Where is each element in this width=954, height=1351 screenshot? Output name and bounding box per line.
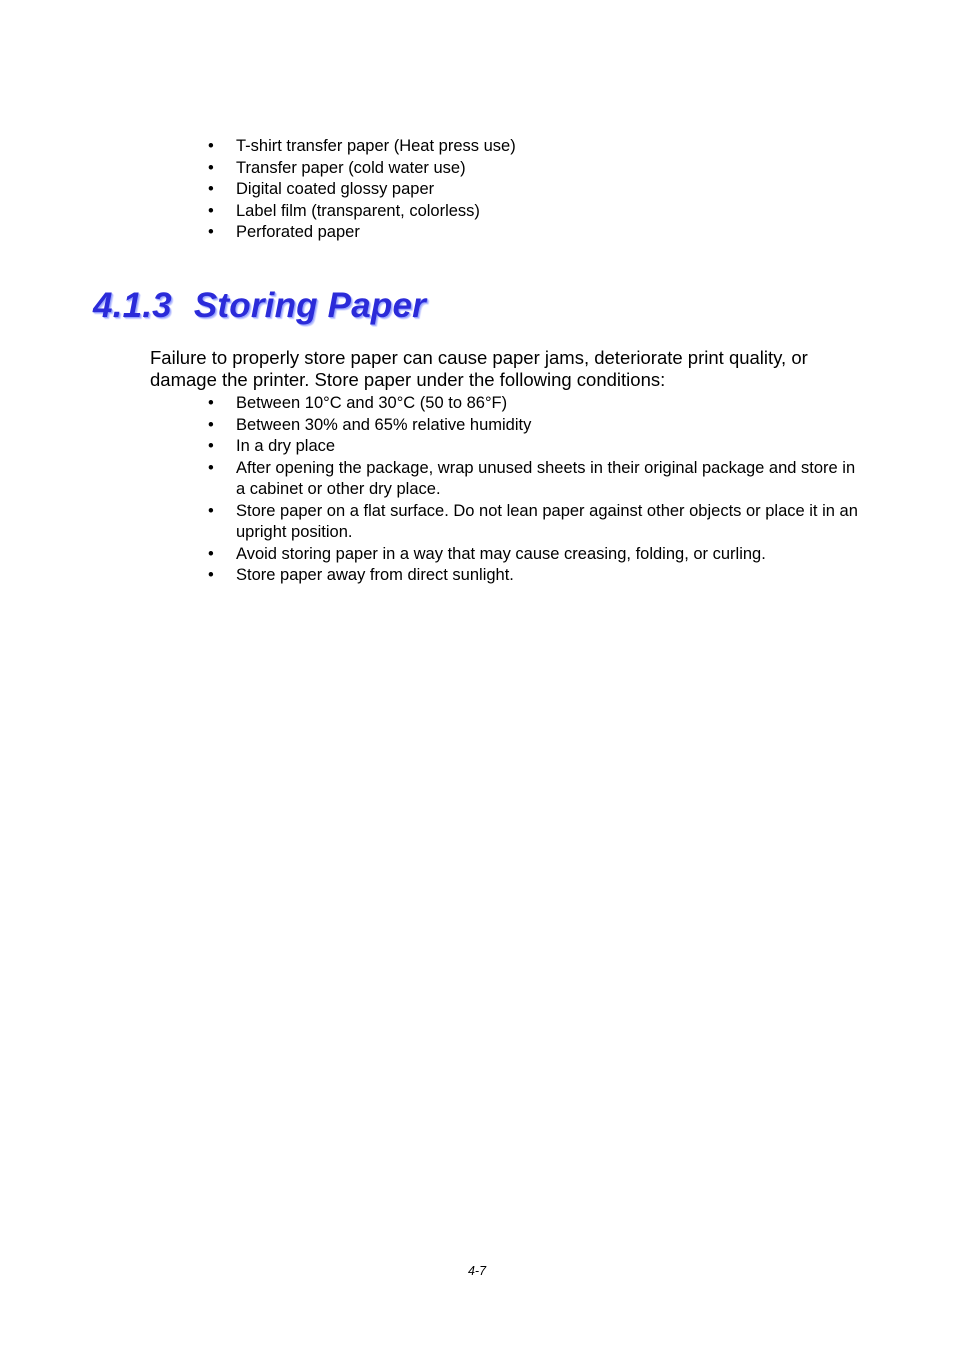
- bullet-icon: •: [208, 458, 214, 477]
- list-item-text: Store paper on a flat surface. Do not lean paper against other objects or place it in an upright position.: [236, 501, 858, 541]
- bullet-icon: •: [208, 437, 214, 455]
- list-item: [208, 179, 848, 201]
- bullet-icon: •: [208, 566, 214, 584]
- list-item-text: Avoid storing paper in a way that may cause creasing, folding, or curling.: [236, 544, 766, 563]
- list-item-text: Between 30% and 65% relative humidity: [236, 415, 532, 434]
- bullet-icon: •: [208, 137, 214, 155]
- list-item: [208, 393, 858, 415]
- list-item-text: Transfer paper (cold water use): [236, 158, 466, 177]
- list-item-text: T-shirt transfer paper (Heat press use): [236, 137, 516, 155]
- bullet-icon: •: [208, 158, 214, 177]
- section-number: 4.1.3: [93, 286, 172, 325]
- list-item: [208, 415, 858, 437]
- list-item: [208, 201, 848, 223]
- list-item-text: Label film (transparent, colorless): [236, 201, 480, 220]
- list-item-text: After opening the package, wrap unused sheets in their original package and store in a cabinet or other dry place.: [236, 458, 856, 498]
- bullet-icon: •: [208, 544, 214, 563]
- list-item-text: Perforated paper: [236, 223, 360, 241]
- storage-conditions-list: [208, 393, 858, 587]
- list-item-text: Store paper away from direct sunlight.: [236, 566, 514, 584]
- bullet-icon: •: [208, 201, 214, 220]
- page-number: 4-7: [467, 1264, 487, 1278]
- section-title: Storing Paper: [193, 286, 426, 325]
- list-item: [208, 458, 858, 501]
- bullet-icon: •: [208, 501, 214, 520]
- list-item: [208, 565, 858, 587]
- list-item: [208, 136, 848, 158]
- paper-types-list: [208, 136, 848, 244]
- bullet-icon: •: [208, 180, 214, 198]
- list-item-text: Digital coated glossy paper: [236, 180, 435, 198]
- list-item: [208, 222, 848, 244]
- list-item: [208, 544, 858, 566]
- list-item: [208, 158, 848, 180]
- list-item: [208, 501, 858, 544]
- list-item: [208, 436, 858, 458]
- list-item-text: In a dry place: [236, 437, 336, 455]
- intro-paragraph: Failure to properly store paper can cause paper jams, deteriorate print quality, or damage the printer. Store paper under the following conditions:: [150, 347, 808, 390]
- list-item-text: Between 10°C and 30°C (50 to 86°F): [236, 394, 508, 412]
- bullet-icon: •: [208, 394, 214, 412]
- bullet-icon: •: [208, 415, 214, 434]
- bullet-icon: •: [208, 223, 214, 241]
- section-heading: [93, 284, 426, 328]
